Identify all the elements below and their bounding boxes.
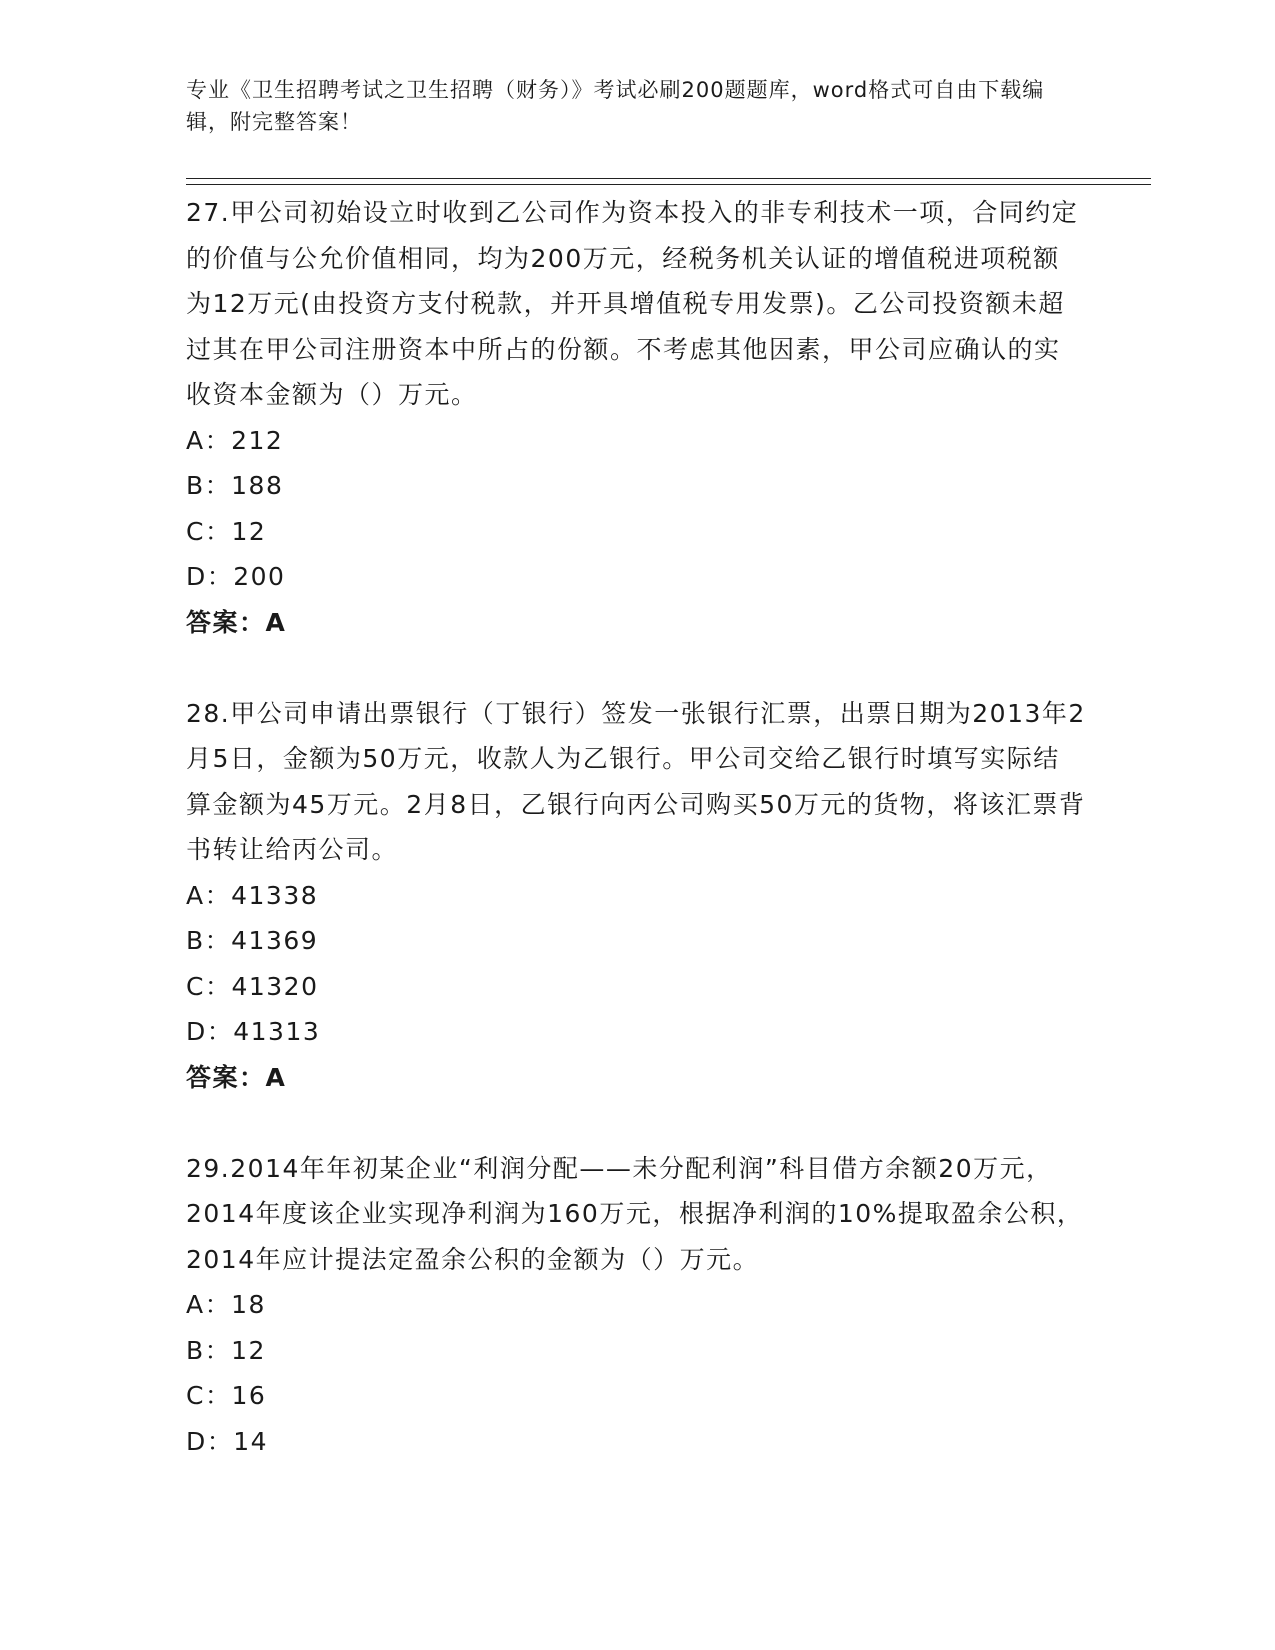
option-c: C：16: [186, 1381, 267, 1410]
option-a: A：18: [186, 1290, 266, 1319]
option-d: D：41313: [186, 1017, 321, 1046]
option-b: B：188: [186, 471, 284, 500]
question-list: [186, 190, 1086, 1464]
option-d: D：200: [186, 562, 286, 591]
question-29: [186, 1146, 1086, 1465]
question-spacer: [186, 645, 1086, 691]
option-d: D：14: [186, 1426, 269, 1456]
option-b: B：12: [186, 1335, 266, 1365]
answer: 答案：A: [186, 607, 287, 637]
question-text: 27.甲公司初始设立时收到乙公司作为资本投入的非专利技术一项，合同约定的价值与公允价值相同，均为200万元，经税务机关认证的增值税进项税额为12万元(由投资方支付税款，并开具增值税专用发票)。乙公司投资额未超过其在甲公司注册资本中所占的份额。不考虑其他因素，甲公司应确认的实收资本金额为（）万元。: [186, 198, 1079, 409]
question-text: 28.甲公司申请出票银行（丁银行）签发一张银行汇票，出票日期为2013年2月5日，金额为50万元，收款人为乙银行。甲公司交给乙银行时填写实际结算金额为45万元。2月8日，乙银行向丙公司购买50万元的货物，将该汇票背书转让给丙公司。: [186, 698, 1086, 864]
question-28: [186, 691, 1086, 1101]
answer: 答案：A: [186, 1062, 287, 1092]
header-divider-top: [186, 178, 1151, 179]
question-text: 29.2014年年初某企业“利润分配——未分配利润”科目借方余额20万元，2014年度该企业实现净利润为160万元，根据净利润的10%提取盈余公积，2014年应计提法定盈余公积的金额为（）万元。: [186, 1153, 1084, 1274]
question-spacer: [186, 1100, 1086, 1146]
option-c: C：41320: [186, 971, 319, 1001]
option-c: C：12: [186, 516, 267, 546]
option-a: A：41338: [186, 880, 319, 910]
document-header: 专业《卫生招聘考试之卫生招聘（财务）》考试必刷200题题库，word格式可自由下载编辑，附完整答案！: [186, 78, 1045, 134]
question-27: [186, 190, 1086, 645]
header-divider-bottom: [186, 184, 1151, 185]
option-a: A：212: [186, 425, 284, 455]
option-b: B：41369: [186, 926, 319, 955]
